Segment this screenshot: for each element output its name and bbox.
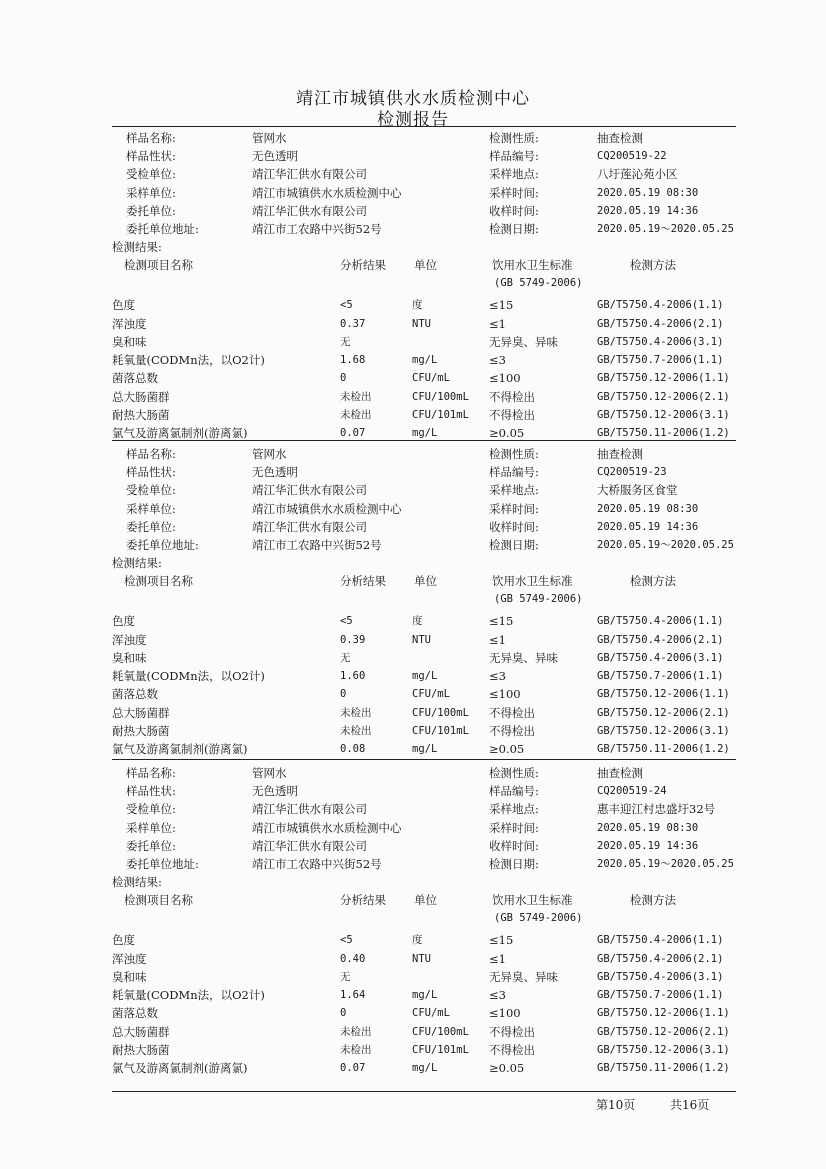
table-row-result: 0.07 bbox=[340, 427, 366, 440]
column-header: 单位 bbox=[414, 574, 437, 589]
field-value: 靖江华汇供水有限公司 bbox=[252, 203, 367, 218]
field-label: 样品名称: bbox=[126, 447, 176, 461]
table-row-method: GB/T5750.12-2006(1.1) bbox=[597, 1007, 730, 1020]
table-row-unit: NTU bbox=[412, 317, 431, 330]
column-header: 检测项目名称 bbox=[124, 574, 193, 589]
table-row-standard: ≥0.05 bbox=[489, 426, 525, 441]
field-value: 无色透明 bbox=[252, 784, 298, 799]
column-header: 检测方法 bbox=[630, 893, 676, 908]
table-row-standard: ≤3 bbox=[489, 353, 506, 368]
field-value: 惠丰迎江村忠盛圩32号 bbox=[597, 802, 716, 817]
table-row-standard: ≤100 bbox=[489, 371, 521, 386]
column-header: 检测项目名称 bbox=[124, 258, 193, 273]
field-value: 2020.05.19 14:36 bbox=[597, 839, 699, 852]
field-label: 检测日期: bbox=[489, 857, 539, 871]
column-header: 分析结果 bbox=[340, 258, 386, 273]
table-row-method: GB/T5750.4-2006(2.1) bbox=[597, 633, 724, 646]
table-row-result: 1.60 bbox=[340, 670, 366, 683]
table-row-method: GB/T5750.12-2006(3.1) bbox=[597, 725, 730, 737]
table-row-unit: CFU/100mL bbox=[412, 706, 469, 719]
field-value: 2020.05.19 08:30 bbox=[597, 186, 699, 199]
table-row-standard: ≤1 bbox=[489, 316, 506, 331]
field-label: 采样单位: bbox=[126, 501, 176, 516]
field-value: 2020.05.19～2020.05.25 bbox=[597, 858, 734, 870]
field-label: 采样地点: bbox=[489, 802, 539, 817]
table-row-method: GB/T5750.12-2006(2.1) bbox=[597, 390, 730, 403]
table-row-result: 无 bbox=[340, 335, 351, 348]
column-header: 单位 bbox=[414, 258, 437, 273]
field-label: 检测日期: bbox=[489, 222, 539, 236]
table-row-standard: ≤3 bbox=[489, 669, 506, 684]
field-label: 样品名称: bbox=[126, 131, 176, 145]
field-value: 靖江市城镇供水水质检测中心 bbox=[252, 501, 402, 516]
table-row-item: 总大肠菌群 bbox=[112, 1024, 170, 1039]
column-header: 饮用水卫生标准 bbox=[492, 574, 573, 589]
field-value: 靖江市城镇供水水质检测中心 bbox=[252, 185, 402, 200]
table-row-unit: mg/L bbox=[412, 743, 438, 756]
table-row-standard: ≤1 bbox=[489, 951, 506, 966]
field-value: 靖江华汇供水有限公司 bbox=[252, 483, 367, 498]
field-label: 委托单位地址: bbox=[126, 857, 199, 871]
table-row-unit: CFU/mL bbox=[412, 1007, 450, 1020]
table-row-unit: mg/L bbox=[412, 670, 438, 683]
table-row-result: 无 bbox=[340, 970, 351, 983]
page-total: 共16页 bbox=[670, 1098, 710, 1112]
table-row-unit: CFU/100mL bbox=[412, 390, 469, 403]
field-value: 大桥服务区食堂 bbox=[597, 483, 678, 498]
table-row-standard: 无异臭、异味 bbox=[489, 334, 558, 349]
table-row-item: 浑浊度 bbox=[112, 316, 147, 331]
bottom-divider bbox=[112, 1091, 736, 1092]
field-value: CQ200519-24 bbox=[597, 785, 667, 798]
results-heading: 检测结果: bbox=[112, 556, 162, 571]
field-value: 管网水 bbox=[252, 447, 287, 461]
table-row-unit: CFU/101mL bbox=[412, 725, 469, 737]
table-row-unit: 度 bbox=[412, 615, 423, 628]
table-row-item: 氯气及游离氯制剂(游离氯) bbox=[112, 742, 248, 757]
field-label: 样品编号: bbox=[489, 784, 539, 799]
table-row-method: GB/T5750.11-2006(1.2) bbox=[597, 1062, 730, 1075]
field-label: 采样时间: bbox=[489, 185, 539, 200]
table-row-method: GB/T5750.12-2006(3.1) bbox=[597, 1044, 730, 1056]
table-row-result: 未检出 bbox=[340, 390, 372, 403]
column-header: 检测项目名称 bbox=[124, 893, 193, 908]
field-label: 采样地点: bbox=[489, 167, 539, 182]
table-row-unit: CFU/mL bbox=[412, 372, 450, 385]
column-header: (GB 5749-2006) bbox=[494, 912, 583, 925]
table-row-item: 耗氧量(CODMn法，以O2计) bbox=[112, 353, 265, 368]
table-row-method: GB/T5750.7-2006(1.1) bbox=[597, 989, 724, 1002]
table-row-method: GB/T5750.12-2006(1.1) bbox=[597, 688, 730, 701]
table-row-result: 未检出 bbox=[340, 1025, 372, 1038]
field-value: 无色透明 bbox=[252, 465, 298, 480]
table-row-method: GB/T5750.4-2006(2.1) bbox=[597, 317, 724, 330]
field-value: 抽查检测 bbox=[597, 447, 643, 461]
table-row-method: GB/T5750.4-2006(1.1) bbox=[597, 299, 724, 312]
table-row-standard: ≥0.05 bbox=[489, 1061, 525, 1076]
table-row-item: 臭和味 bbox=[112, 334, 147, 349]
field-value: 管网水 bbox=[252, 766, 287, 780]
table-row-item: 耐热大肠菌 bbox=[112, 724, 170, 738]
table-row-unit: CFU/100mL bbox=[412, 1025, 469, 1038]
table-row-item: 菌落总数 bbox=[112, 371, 158, 386]
table-row-method: GB/T5750.7-2006(1.1) bbox=[597, 354, 724, 367]
table-row-result: 0 bbox=[340, 372, 347, 385]
table-row-result: <5 bbox=[340, 934, 353, 947]
column-header: 检测方法 bbox=[630, 574, 676, 589]
table-row-result: 0.08 bbox=[340, 743, 366, 756]
table-row-standard: ≤15 bbox=[489, 298, 514, 313]
field-label: 检测性质: bbox=[489, 131, 539, 145]
field-label: 样品性状: bbox=[126, 784, 176, 799]
column-header: 单位 bbox=[414, 893, 437, 908]
table-row-unit: mg/L bbox=[412, 989, 438, 1002]
field-label: 采样地点: bbox=[489, 483, 539, 498]
field-label: 样品性状: bbox=[126, 465, 176, 480]
table-row-item: 氯气及游离氯制剂(游离氯) bbox=[112, 426, 248, 441]
table-row-unit: NTU bbox=[412, 952, 431, 965]
table-row-result: 未检出 bbox=[340, 706, 372, 719]
field-value: 八圩莲沁苑小区 bbox=[597, 167, 678, 182]
page-number: 第10页 bbox=[596, 1098, 636, 1112]
org-title: 靖江市城镇供水水质检测中心 bbox=[296, 89, 530, 109]
table-row-unit: mg/L bbox=[412, 1062, 438, 1075]
field-label: 委托单位: bbox=[126, 838, 176, 853]
table-row-method: GB/T5750.4-2006(3.1) bbox=[597, 335, 724, 348]
table-row-item: 臭和味 bbox=[112, 650, 147, 665]
table-row-standard: 不得检出 bbox=[489, 705, 535, 720]
field-value: 靖江市城镇供水水质检测中心 bbox=[252, 820, 402, 835]
table-row-unit: NTU bbox=[412, 633, 431, 646]
field-label: 受检单位: bbox=[126, 167, 176, 182]
field-value: 2020.05.19 08:30 bbox=[597, 821, 699, 834]
field-label: 采样时间: bbox=[489, 501, 539, 516]
table-row-unit: CFU/101mL bbox=[412, 1044, 469, 1056]
table-row-standard: 不得检出 bbox=[489, 1024, 535, 1039]
column-header: 分析结果 bbox=[340, 574, 386, 589]
section-divider bbox=[112, 440, 736, 441]
table-row-method: GB/T5750.12-2006(3.1) bbox=[597, 409, 730, 421]
field-label: 受检单位: bbox=[126, 802, 176, 817]
table-row-method: GB/T5750.12-2006(1.1) bbox=[597, 372, 730, 385]
table-row-result: 未检出 bbox=[340, 1044, 372, 1056]
table-row-standard: 不得检出 bbox=[489, 389, 535, 404]
results-heading: 检测结果: bbox=[112, 240, 162, 255]
table-row-standard: ≤100 bbox=[489, 1006, 521, 1021]
section-divider bbox=[112, 759, 736, 760]
column-header: 饮用水卫生标准 bbox=[492, 893, 573, 908]
table-row-method: GB/T5750.4-2006(1.1) bbox=[597, 934, 724, 947]
column-header: (GB 5749-2006) bbox=[494, 593, 583, 606]
field-label: 采样时间: bbox=[489, 820, 539, 835]
report-title: 检测报告 bbox=[377, 110, 449, 130]
field-value: 2020.05.19～2020.05.25 bbox=[597, 539, 734, 551]
field-value: 靖江华汇供水有限公司 bbox=[252, 838, 367, 853]
column-header: (GB 5749-2006) bbox=[494, 277, 583, 290]
table-row-item: 浑浊度 bbox=[112, 951, 147, 966]
table-row-standard: ≤15 bbox=[489, 614, 514, 629]
column-header: 饮用水卫生标准 bbox=[492, 258, 573, 273]
field-value: 靖江华汇供水有限公司 bbox=[252, 167, 367, 182]
table-row-standard: ≤15 bbox=[489, 933, 514, 948]
top-divider bbox=[112, 126, 736, 127]
table-row-unit: CFU/101mL bbox=[412, 409, 469, 421]
table-row-item: 总大肠菌群 bbox=[112, 705, 170, 720]
table-row-item: 氯气及游离氯制剂(游离氯) bbox=[112, 1061, 248, 1076]
field-label: 收样时间: bbox=[489, 838, 539, 853]
table-row-unit: 度 bbox=[412, 934, 423, 947]
table-row-unit: mg/L bbox=[412, 427, 438, 440]
table-row-item: 色度 bbox=[112, 933, 135, 948]
field-value: 抽查检测 bbox=[597, 131, 643, 145]
table-row-standard: 不得检出 bbox=[489, 724, 535, 738]
field-value: 靖江华汇供水有限公司 bbox=[252, 519, 367, 534]
field-value: 靖江市工农路中兴街52号 bbox=[252, 857, 382, 871]
field-value: 管网水 bbox=[252, 131, 287, 145]
table-row-item: 耐热大肠菌 bbox=[112, 1043, 170, 1057]
field-label: 采样单位: bbox=[126, 185, 176, 200]
table-row-item: 色度 bbox=[112, 614, 135, 629]
table-row-item: 耗氧量(CODMn法，以O2计) bbox=[112, 669, 265, 684]
table-row-standard: ≤100 bbox=[489, 687, 521, 702]
table-row-standard: ≤1 bbox=[489, 632, 506, 647]
field-value: 抽查检测 bbox=[597, 766, 643, 780]
table-row-standard: 不得检出 bbox=[489, 408, 535, 422]
table-row-method: GB/T5750.11-2006(1.2) bbox=[597, 743, 730, 756]
results-heading: 检测结果: bbox=[112, 875, 162, 890]
field-value: 2020.05.19 08:30 bbox=[597, 502, 699, 515]
field-label: 检测日期: bbox=[489, 538, 539, 552]
table-row-unit: mg/L bbox=[412, 354, 438, 367]
table-row-result: 未检出 bbox=[340, 725, 372, 737]
column-header: 检测方法 bbox=[630, 258, 676, 273]
table-row-standard: ≤3 bbox=[489, 988, 506, 1003]
field-label: 检测性质: bbox=[489, 447, 539, 461]
table-row-standard: ≥0.05 bbox=[489, 742, 525, 757]
table-row-result: 1.64 bbox=[340, 989, 366, 1002]
table-row-result: 0.37 bbox=[340, 317, 366, 330]
table-row-result: <5 bbox=[340, 615, 353, 628]
field-label: 收样时间: bbox=[489, 203, 539, 218]
table-row-result: <5 bbox=[340, 299, 353, 312]
field-value: CQ200519-22 bbox=[597, 150, 667, 163]
field-value: 无色透明 bbox=[252, 149, 298, 164]
field-value: 2020.05.19 14:36 bbox=[597, 204, 699, 217]
table-row-item: 菌落总数 bbox=[112, 1006, 158, 1021]
table-row-standard: 无异臭、异味 bbox=[489, 650, 558, 665]
table-row-result: 0 bbox=[340, 1007, 347, 1020]
field-label: 收样时间: bbox=[489, 519, 539, 534]
table-row-result: 0.40 bbox=[340, 952, 366, 965]
table-row-result: 1.68 bbox=[340, 354, 366, 367]
field-value: 2020.05.19～2020.05.25 bbox=[597, 223, 734, 235]
field-label: 委托单位地址: bbox=[126, 538, 199, 552]
field-value: 靖江华汇供水有限公司 bbox=[252, 802, 367, 817]
field-label: 样品名称: bbox=[126, 766, 176, 780]
table-row-item: 浑浊度 bbox=[112, 632, 147, 647]
table-row-result: 无 bbox=[340, 651, 351, 664]
field-label: 样品性状: bbox=[126, 149, 176, 164]
table-row-item: 臭和味 bbox=[112, 969, 147, 984]
table-row-result: 0.07 bbox=[340, 1062, 366, 1075]
table-row-item: 菌落总数 bbox=[112, 687, 158, 702]
table-row-result: 0 bbox=[340, 688, 347, 701]
field-label: 受检单位: bbox=[126, 483, 176, 498]
table-row-item: 色度 bbox=[112, 298, 135, 313]
column-header: 分析结果 bbox=[340, 893, 386, 908]
table-row-item: 耐热大肠菌 bbox=[112, 408, 170, 422]
field-value: CQ200519-23 bbox=[597, 466, 667, 479]
field-label: 委托单位地址: bbox=[126, 222, 199, 236]
table-row-result: 未检出 bbox=[340, 409, 372, 421]
field-value: 2020.05.19 14:36 bbox=[597, 520, 699, 533]
table-row-method: GB/T5750.4-2006(2.1) bbox=[597, 952, 724, 965]
field-value: 靖江市工农路中兴街52号 bbox=[252, 222, 382, 236]
field-label: 样品编号: bbox=[489, 149, 539, 164]
field-label: 样品编号: bbox=[489, 465, 539, 480]
table-row-item: 总大肠菌群 bbox=[112, 389, 170, 404]
table-row-unit: CFU/mL bbox=[412, 688, 450, 701]
table-row-method: GB/T5750.4-2006(3.1) bbox=[597, 651, 724, 664]
table-row-method: GB/T5750.4-2006(1.1) bbox=[597, 615, 724, 628]
table-row-method: GB/T5750.4-2006(3.1) bbox=[597, 970, 724, 983]
table-row-method: GB/T5750.12-2006(2.1) bbox=[597, 706, 730, 719]
field-label: 委托单位: bbox=[126, 519, 176, 534]
table-row-method: GB/T5750.12-2006(2.1) bbox=[597, 1025, 730, 1038]
table-row-item: 耗氧量(CODMn法，以O2计) bbox=[112, 988, 265, 1003]
field-label: 委托单位: bbox=[126, 203, 176, 218]
field-label: 采样单位: bbox=[126, 820, 176, 835]
field-value: 靖江市工农路中兴街52号 bbox=[252, 538, 382, 552]
table-row-result: 0.39 bbox=[340, 633, 366, 646]
table-row-method: GB/T5750.11-2006(1.2) bbox=[597, 427, 730, 440]
table-row-unit: 度 bbox=[412, 299, 423, 312]
table-row-standard: 无异臭、异味 bbox=[489, 969, 558, 984]
field-label: 检测性质: bbox=[489, 766, 539, 780]
table-row-method: GB/T5750.7-2006(1.1) bbox=[597, 670, 724, 683]
table-row-standard: 不得检出 bbox=[489, 1043, 535, 1057]
